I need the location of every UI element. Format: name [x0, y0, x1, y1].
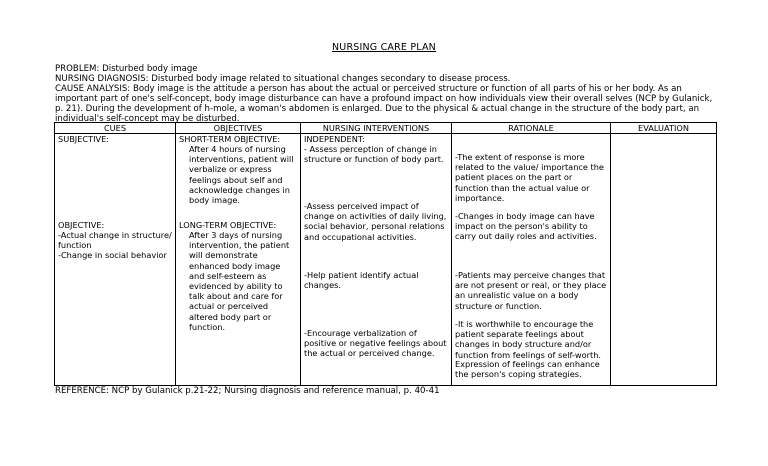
long-term-objective-text: After 3 days of nursing intervention, the patient will demonstrate enhanced body image and self-esteem as evidenced by ability to talk about and care for actual or perceived altered body part or function. [189, 230, 290, 332]
objective-cue-1: -Actual change in structure/ function [58, 230, 172, 251]
intervention-item-1: - Assess perception of change in structure or function of body part. [304, 144, 444, 165]
table-row [55, 134, 717, 386]
intervention-item-4: -Encourage verbalization of positive or negative feelings about the actual or perceived change. [304, 328, 447, 359]
rationale-item-2: -Changes in body image can have impact on the person's ability to carry out daily roles and activities. [455, 211, 597, 242]
evaluation-cell [611, 134, 717, 386]
column-header-cues: CUES [55, 123, 176, 134]
rationale-item-5: Expression of feelings can enhance the person's coping strategies. [455, 359, 600, 380]
column-header-interventions: NURSING INTERVENTIONS [301, 123, 452, 134]
intervention-item-3: -Help patient identify actual changes. [304, 270, 419, 291]
short-term-objective-label: SHORT-TERM OBJECTIVE: [179, 134, 281, 144]
nursing-diagnosis-line: NURSING DIAGNOSIS: Disturbed body image related to situational changes secondary to disease process. [55, 74, 511, 84]
table-header-row [55, 123, 717, 134]
interventions-cell [301, 134, 452, 386]
column-header-rationale: RATIONALE [452, 123, 611, 134]
objective-label: OBJECTIVE: [58, 220, 105, 230]
column-header-evaluation: EVALUATION [611, 123, 717, 134]
short-term-objective-text: After 4 hours of nursing interventions, patient will verbalize or express feelings about self and acknowledge changes in body image. [189, 144, 294, 206]
document-title: NURSING CARE PLAN [332, 42, 436, 53]
objective-cue-2: -Change in social behavior [58, 250, 167, 260]
rationale-item-4: -It is worthwhile to encourage the patient separate feelings about changes in body structure and/or function from feelings of self-worth. [455, 319, 601, 360]
rationale-cell [452, 134, 611, 386]
cues-cell [55, 134, 176, 386]
subjective-label: SUBJECTIVE: [58, 134, 110, 144]
long-term-objective-label: LONG-TERM OBJECTIVE: [179, 220, 277, 230]
intervention-item-2: -Assess perceived impact of change on activities of daily living, social behavior, personal relations and occupational activities. [304, 201, 447, 242]
rationale-item-3: -Patients may perceive changes that are not present or real, or they place an unrealistic value on a body structure or function. [455, 270, 607, 311]
objectives-cell [176, 134, 301, 386]
column-header-objectives: OBJECTIVES [176, 123, 301, 134]
problem-line: PROBLEM: Disturbed body image [55, 64, 198, 74]
rationale-item-1: -The extent of response is more related to the value/ importance the patient places on the part or function than the actual value or importance. [455, 152, 604, 203]
care-plan-table [54, 122, 717, 386]
reference-line: REFERENCE: NCP by Gulanick p.21-22; Nursing diagnosis and reference manual, p. 40-41 [55, 386, 440, 396]
independent-label: INDEPENDENT: [304, 134, 365, 144]
cause-analysis-paragraph: CAUSE ANALYSIS: Body image is the attitude a person has about the actual or perceived structure or function of all parts of his or her body. As an important part of one's self-concept, body image disturbance can have a profound impact on how individuals view their overall selves (NCP by Gulanick, p. 21). During the development of h-mole, a woman's abdomen is enlarged. Due to the physical & actual change in the structure of the body part, an individual's self-concept may be disturbed. [55, 84, 713, 124]
